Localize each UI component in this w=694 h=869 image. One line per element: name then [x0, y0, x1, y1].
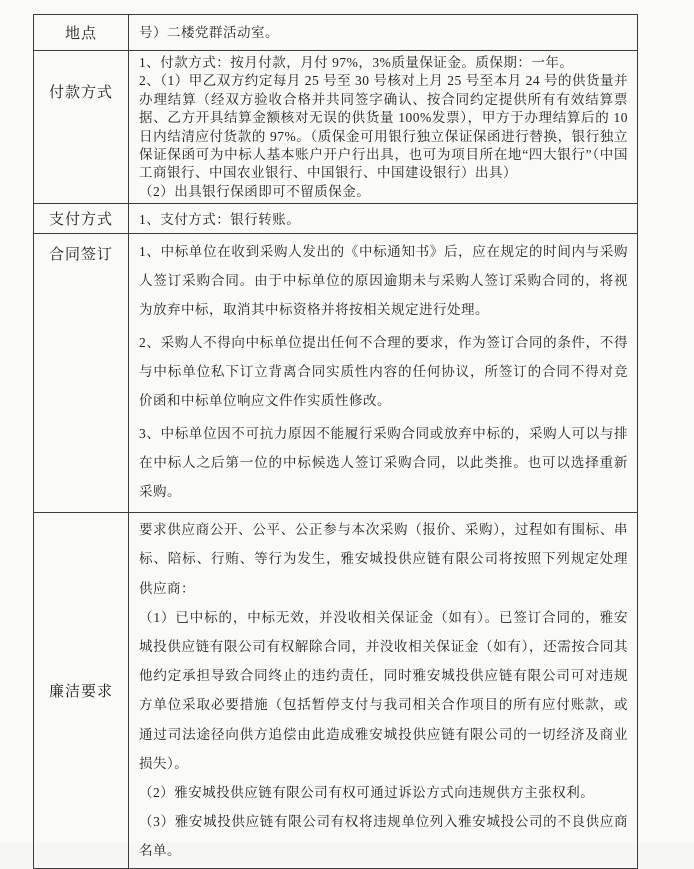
table-row-payment-method [34, 204, 638, 234]
clause-paragraph: 3、中标单位因不可抗力原因不能履行采购合同或放弃中标的，采购人可以与排在中标人之后第一位的中标候选人签订采购合同，以此类推。也可以选择重新采购。 [139, 426, 628, 500]
clause-paragraph: （2）出具银行保函即可不留质保金。 [139, 183, 371, 199]
clause-paragraph: 1、付款方式：按月付款，月付 97%，3%质量保证金。质保期：一年。 [139, 55, 574, 70]
clause-paragraph: 2、采购人不得向中标单位提出任何不合理的要求，作为签订合同的条件，不得与中标单位私下订立背离合同实质性内容的任何协议，所签订的合同不得对竞价函和中标单位响应文件作实质性修改。 [139, 335, 628, 409]
row-content-payment-terms [129, 51, 638, 204]
table-row-integrity-requirements [34, 513, 638, 868]
clause-paragraph: （1）已中标的，中标无效，并没收相关保证金（如有）。已签订合同的，雅安城投供应链有限公司有权解除合同，并没收相关保证金（如有），还需按合同其他约定承担导致合同终止的违约责任，同时雅安城投供应链有限公司可对违规方单位采取必要措施（包括暂停支付与我司相关合作项目的所有应付账款，或通过司法途径向供方追偿由此造成雅安城投供应链有限公司的一切经济及商业损失）。 [139, 609, 628, 771]
contract-terms-table [33, 14, 638, 869]
clause-paragraph: 号）二楼党群活动室。 [139, 25, 279, 40]
clause-paragraph: 要求供应商公开、公平、公正参与本次采购（报价、采购），过程如有围标、串标、陪标、行贿、等行为发生，雅安城投供应链有限公司将按照下列规定处理供应商： [139, 522, 628, 596]
row-label-contract-signing: 合同签订 [34, 234, 129, 513]
row-label-payment-method: 支付方式 [34, 204, 129, 234]
clause-paragraph: （2）雅安城投供应链有限公司有权可通过诉讼方式向违规供方主张权利。 [139, 785, 595, 801]
clause-paragraph: 1、支付方式：银行转账。 [139, 212, 301, 228]
row-label-integrity-requirements: 廉洁要求 [34, 513, 129, 868]
table-row-payment-terms [34, 51, 638, 204]
row-label-location: 地点 [34, 15, 129, 51]
row-content-contract-signing [129, 234, 638, 513]
clause-paragraph: （3）雅安城投供应链有限公司有权将违规单位列入雅安城投公司的不良供应商名单。 [139, 814, 628, 859]
table-row-contract-signing [34, 234, 638, 513]
row-content-integrity-requirements [129, 513, 638, 868]
row-content-payment-method [129, 204, 638, 234]
clause-paragraph: 1、中标单位在收到采购人发出的《中标通知书》后，应在规定的时间内与采购人签订采购合同。由于中标单位的原因逾期未与采购人签订采购合同的，将视为放弃中标，取消其中标资格并将按相关规定进行处理。 [139, 244, 628, 318]
row-label-payment-terms: 付款方式 [34, 51, 129, 204]
clause-paragraph: 2、（1）甲乙双方约定每月 25 号至 30 号核对上月 25 号至本月 24 号的供货量并办理结算（经双方验收合格并共同签字确认、按合同约定提供所有有效结算票据、乙方开具结算金额核对无误的供货量 100%发票），甲方于办理结算后的 10 日内结清应付货款的 97%。（质保金可用银行独立保证保函进行替换，银行独立保证保函可为中标人基本账户开户行出具，也可为项目所在地“四大银行”（中国工商银行、中国农业银行、中国银行、中国建设银行）出具） [139, 73, 628, 181]
table-row-location [34, 15, 638, 51]
row-content-location [129, 15, 638, 51]
